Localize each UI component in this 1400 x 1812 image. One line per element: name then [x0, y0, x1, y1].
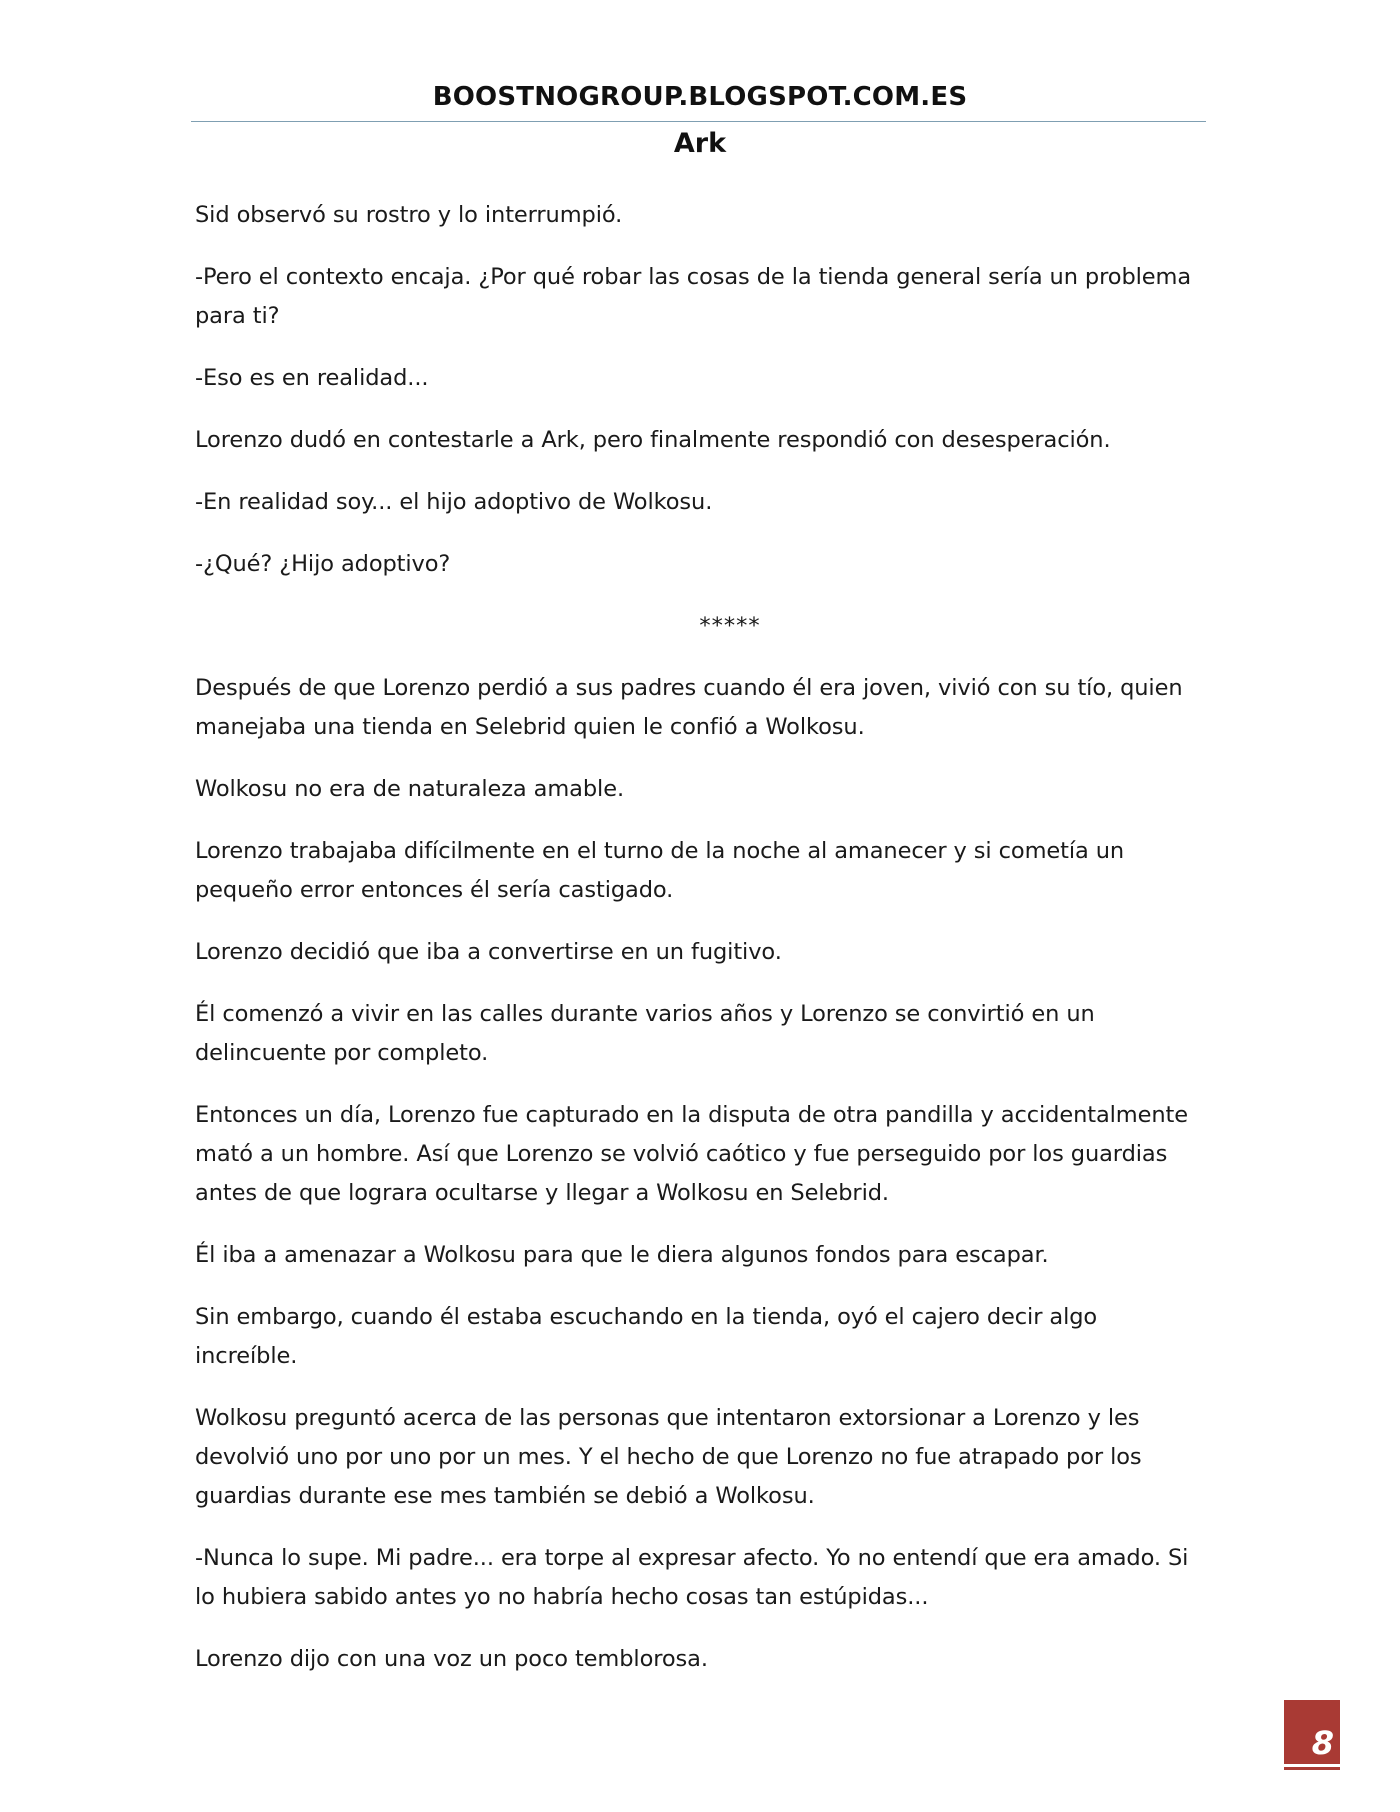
paragraph: Lorenzo dudó en contestarle a Ark, pero finalmente respondió con desesperación. [195, 427, 1111, 453]
paragraph: -Pero el contexto encaja. ¿Por qué robar las cosas de la tienda general sería un problema para ti? [195, 264, 1192, 329]
paragraph: -¿Qué? ¿Hijo adoptivo? [195, 551, 451, 577]
paragraph: -Eso es en realidad... [195, 365, 429, 391]
paragraph: Entonces un día, Lorenzo fue capturado en la disputa de otra pandilla y accidentalmente mató a un hombre. Así que Lorenzo se volvió caótico y fue perseguido por los guardias antes de que lograra ocultarse y llegar a Wolkosu en Selebrid. [195, 1102, 1188, 1206]
chapter-title: Ark [673, 128, 727, 159]
paragraph: Lorenzo dijo con una voz un poco temblorosa. [195, 1646, 708, 1672]
paragraph: Sid observó su rostro y lo interrumpió. [195, 202, 623, 228]
paragraph: Él iba a amenazar a Wolkosu para que le diera algunos fondos para escapar. [195, 1242, 1049, 1268]
header-site-name: BOOSTNOGROUP.BLOGSPOT.COM.ES [432, 82, 968, 112]
paragraph: Wolkosu preguntó acerca de las personas que intentaron extorsionar a Lorenzo y les devolvió uno por uno por un mes. Y el hecho de que Lorenzo no fue atrapado por los guardias durante ese mes también se debió a Wolkosu. [195, 1405, 1142, 1509]
paragraph: Lorenzo decidió que iba a convertirse en un fugitivo. [195, 939, 782, 965]
paragraph: Él comenzó a vivir en las calles durante varios años y Lorenzo se convirtió en un delincuente por completo. [195, 1001, 1095, 1066]
paragraph: -Nunca lo supe. Mi padre... era torpe al expresar afecto. Yo no entendí que era amado. Si lo hubiera sabido antes yo no habría hecho cosas tan estúpidas... [195, 1545, 1189, 1610]
paragraph: Sin embargo, cuando él estaba escuchando en la tienda, oyó el cajero decir algo increíble. [195, 1304, 1098, 1369]
paragraph: -En realidad soy... el hijo adoptivo de Wolkosu. [195, 489, 713, 515]
paragraph: Después de que Lorenzo perdió a sus padres cuando él era joven, vivió con su tío, quien manejaba una tienda en Selebrid quien le confió a Wolkosu. [195, 675, 1183, 740]
scene-separator: ***** [699, 613, 761, 639]
paragraph: Wolkosu no era de naturaleza amable. [195, 776, 624, 802]
header-divider [191, 121, 1206, 122]
document-body [195, 196, 1205, 1702]
page-number-badge [1284, 1700, 1340, 1767]
page-number: 8 [1311, 1724, 1334, 1762]
paragraph: Lorenzo trabajaba difícilmente en el turno de la noche al amanecer y si cometía un pequeño error entonces él sería castigado. [195, 838, 1125, 903]
